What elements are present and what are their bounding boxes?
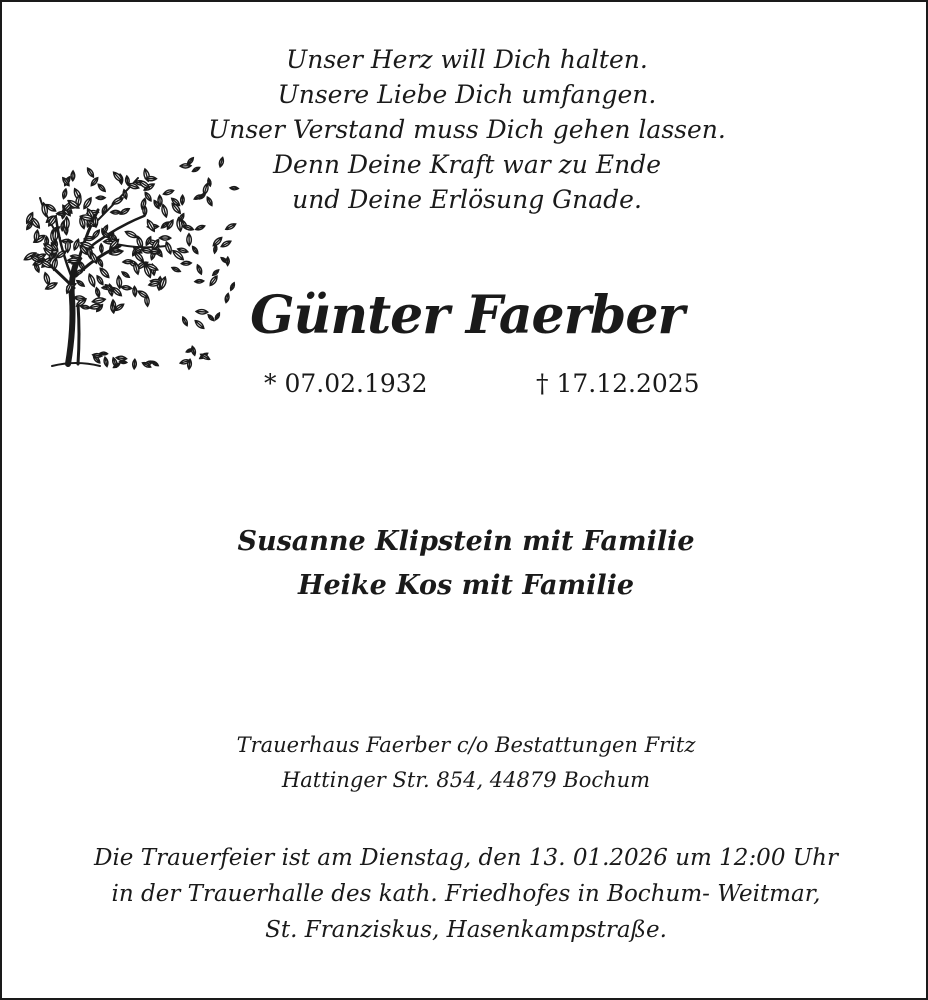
mourner-line: Susanne Klipstein mit Familie bbox=[237, 526, 695, 557]
mourning-address bbox=[102, 728, 830, 798]
poem-line: Unser Verstand muss Dich gehen lassen. bbox=[208, 115, 726, 144]
ceremony-line: in der Trauerhalle des kath. Friedhofes in Bochum- Weitmar, bbox=[111, 881, 821, 907]
poem-line: Unser Herz will Dich halten. bbox=[286, 45, 648, 74]
mourner-line: Heike Kos mit Familie bbox=[297, 570, 635, 601]
poem bbox=[152, 42, 782, 217]
deceased-name: Günter Faerber bbox=[250, 285, 684, 346]
ceremony-info bbox=[32, 840, 900, 948]
ceremony-line: Die Trauerfeier ist am Dienstag, den 13. 01.2026 um 12:00 Uhr bbox=[94, 845, 838, 871]
address-line: Trauerhaus Faerber c/o Bestattungen Fritz bbox=[236, 733, 696, 757]
poem-line: Unsere Liebe Dich umfangen. bbox=[277, 80, 657, 109]
death-date: † 17.12.2025 bbox=[536, 369, 700, 398]
ceremony-line: St. Franziskus, Hasenkampstraße. bbox=[265, 917, 667, 943]
address-line: Hattinger Str. 854, 44879 Bochum bbox=[281, 768, 651, 792]
poem-line: Denn Deine Kraft war zu Ende bbox=[272, 150, 661, 179]
birth-date: * 07.02.1932 bbox=[264, 369, 428, 398]
poem-line: und Deine Erlösung Gnade. bbox=[292, 185, 642, 214]
mourners bbox=[102, 520, 830, 608]
